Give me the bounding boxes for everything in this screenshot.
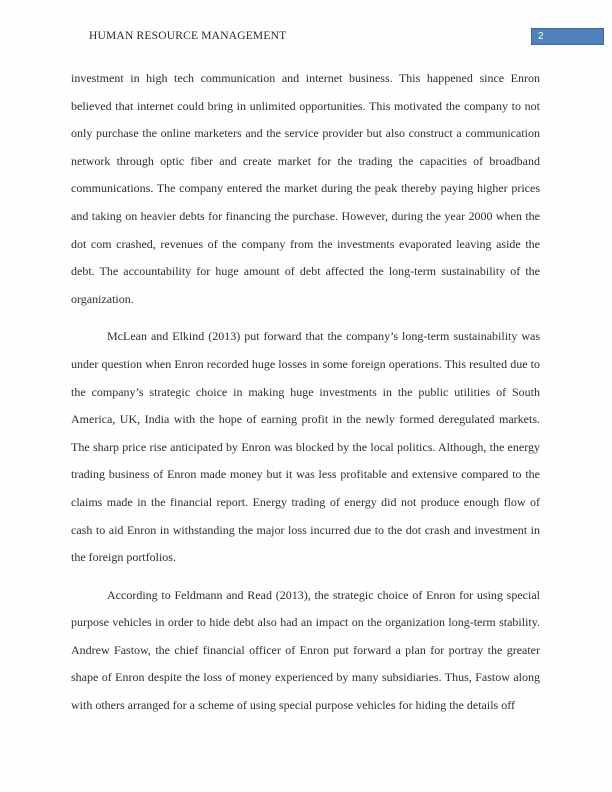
document-body xyxy=(71,65,540,730)
paragraph: According to Feldmann and Read (2013), the strategic choice of Enron for using special purpose vehicles in order to hide debt also had an impact on the organization long-term stability. Andrew Fastow, the chief financial officer of Enron put forward a plan for portray the greater shape of Enron despite the loss of money experienced by many subsidiaries. Thus, Fastow along with others arranged for a scheme of using special purpose vehicles for hiding the details off xyxy=(71,587,540,713)
paragraph: investment in high tech communication and internet business. This happened since Enron believed that internet could bring in unlimited opportunities. This motivated the company to not only purchase the online marketers and the service provider but also construct a communication network through optic fiber and create market for the trading the capacities of broadband communications. The company entered the market during the peak thereby paying higher prices and taking on heavier debts for financing the purchase. However, during the year 2000 when the dot com crashed, revenues of the company from the investments evaporated leaving aside the debt. The accountability for huge amount of debt affected the long-term sustainability of the organization. xyxy=(71,71,540,306)
header-title: HUMAN RESOURCE MANAGEMENT xyxy=(89,30,287,42)
page-number-badge xyxy=(531,28,604,45)
paragraph: McLean and Elkind (2013) put forward that the company’s long-term sustainability was under question when Enron recorded huge losses in some foreign operations. This resulted due to the company’s strategic choice in making huge investments in the public utilities of South America, UK, India with the hope of earning profit in the newly formed deregulated markets. The sharp price rise anticipated by Enron was blocked by the local politics. Although, the energy trading business of Enron made money but it was less profitable and extensive compared to the claims made in the financial report. Energy trading of energy did not produce enough flow of cash to aid Enron in withstanding the major loss incurred due to the dot crash and investment in the foreign portfolios. xyxy=(71,329,540,565)
page-number: 2 xyxy=(538,31,544,42)
page-header xyxy=(71,28,604,46)
